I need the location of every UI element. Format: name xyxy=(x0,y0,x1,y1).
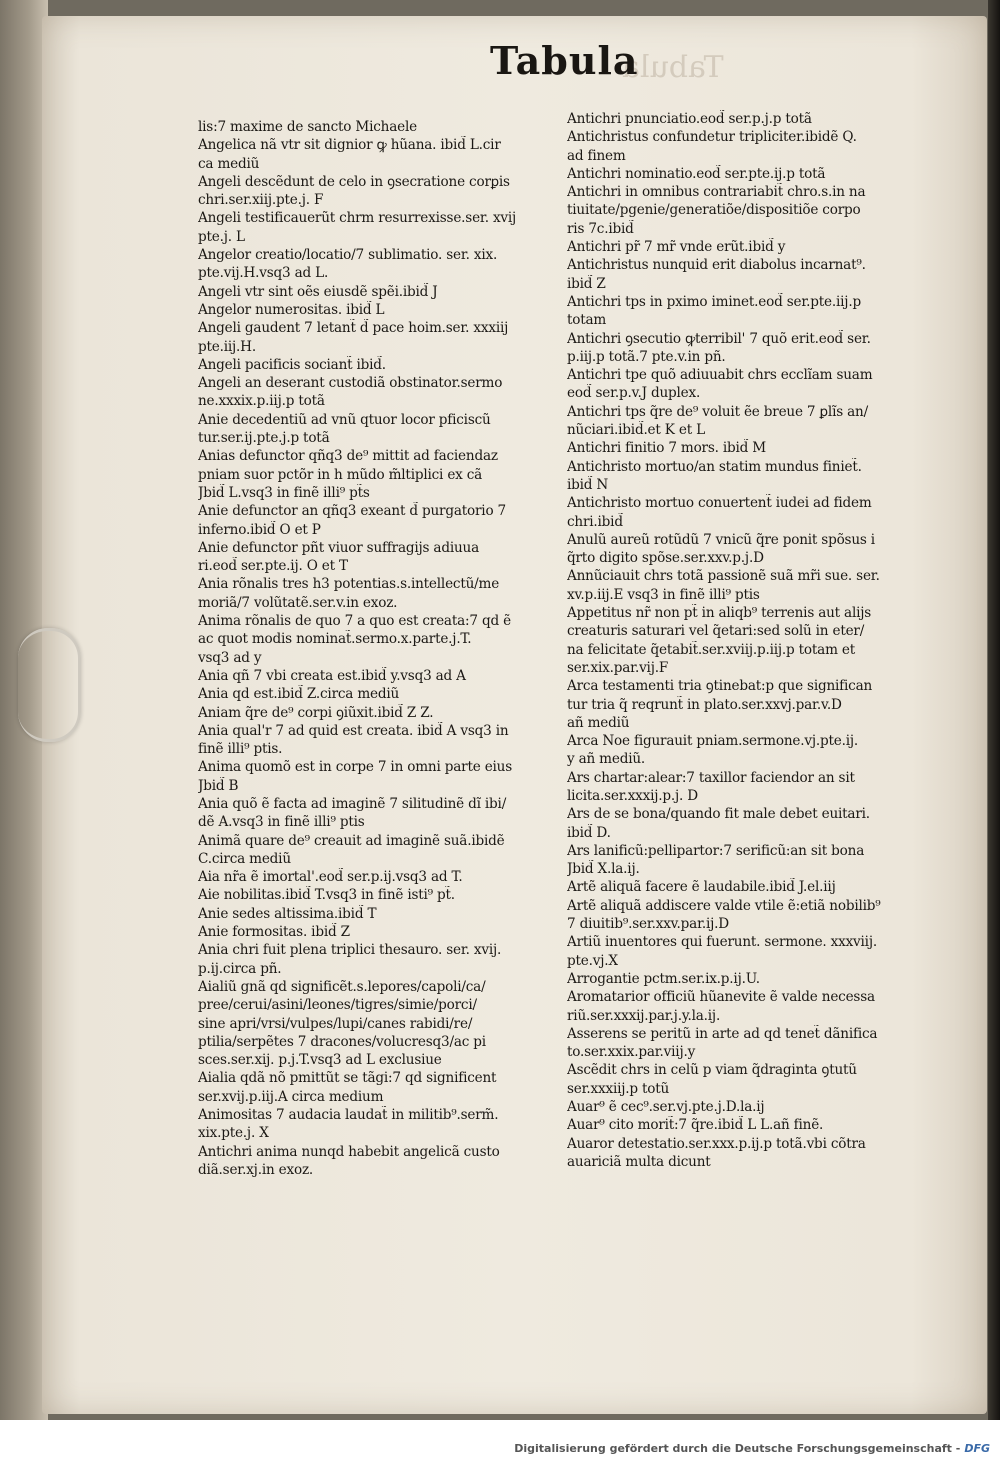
index-line: y añ mediũ. xyxy=(567,751,646,768)
index-line: Annũciauit chrs totã passionẽ suã mr̃i sue. ser. xyxy=(567,568,880,585)
index-line: Auar⁹ ẽ cec⁹.ser.vj.pte.j.D.la.ij xyxy=(567,1099,765,1116)
index-line: lis:7 maxime de sancto Michaele xyxy=(198,119,417,135)
index-line: Anie sedes altissima.ibid̃ T xyxy=(198,905,377,922)
index-line: auariciã multa dicunt xyxy=(567,1153,711,1170)
index-line: Animã quare de⁹ creauit ad imaginẽ suã.ibidẽ xyxy=(198,832,505,849)
index-line: Ania qual'r 7 ad quid est creata. ibid̃ A vsq3 in xyxy=(198,722,509,739)
index-line: Ars lanificũ:pellipartor:7 serificũ:an sit bona xyxy=(567,842,865,859)
index-line: Jbid̃ B xyxy=(198,777,239,794)
index-line: ser.xxxiij.p totũ xyxy=(567,1080,670,1097)
index-line: Angelica nã vtr sit dignior ꝙ hũana. ibid̃ L.cir xyxy=(198,137,501,154)
index-line: Aialia qdã nõ pmittũt se tãgi:7 qd significent xyxy=(198,1070,497,1087)
index-line: Appetitus nr̃ non pt̃ in aliqb⁹ terrenis aut alijs xyxy=(567,605,872,622)
index-line: ibid̃ Z xyxy=(567,275,606,292)
index-line: Jbid̃ X.la.ij. xyxy=(567,861,640,878)
index-line: Aromatarior officiũ hũanevite ẽ valde necessa xyxy=(567,989,875,1006)
index-line: pree/cerui/asini/leones/tigres/simie/porci/ xyxy=(198,997,477,1014)
index-line: Jbid̃ L.vsq3 in finẽ illi⁹ pt̃s xyxy=(198,484,370,501)
index-line: Angeli an deserant custodiã obstinator.sermo xyxy=(198,375,503,392)
index-line: ac quot modis nominat̃.sermo.x.parte.j.T. xyxy=(198,631,472,648)
index-line: tiuitate/pgenie/generatiõe/dispositiõe corpo xyxy=(567,202,861,219)
index-line: ibid̃ D. xyxy=(567,824,611,841)
index-line: chri.ser.xiij.pte.j. F xyxy=(198,192,324,209)
index-line: to.ser.xxix.par.viij.y xyxy=(567,1044,696,1061)
index-line: Asserens se peritũ in arte ad qd tenet̃ dãnifica xyxy=(567,1025,878,1042)
index-line: Antichri tps in pximo iminet.eod̃ ser.pte.iij.p xyxy=(567,293,861,310)
index-line: Antichri ꝯsecutio ꝙterribil' 7 quõ erit.eod̃ ser. xyxy=(567,330,871,347)
index-line: Antichri pnunciatio.eod̃ ser.p.j.p totã xyxy=(567,111,812,127)
index-line: pte.iij.H. xyxy=(198,338,256,355)
index-line: xix.pte.j. X xyxy=(198,1125,269,1142)
index-line: Anie defunctor an qñq3 exeant d̃ purgatorio 7 xyxy=(198,503,506,520)
index-line: ibid̃ N xyxy=(567,476,609,493)
index-line: ca mediũ xyxy=(198,155,260,172)
viewer-right-edge xyxy=(988,0,1000,1420)
index-line: tur.ser.ij.pte.j.p totã xyxy=(198,430,330,447)
index-line: Artiũ inuentores qui fuerunt. sermone. xxxviij. xyxy=(567,934,877,951)
index-line: p.iij.p totã.7 pte.v.in pñ. xyxy=(567,348,726,365)
index-line: Angeli testificauerũt chrm resurrexisse.ser. xvij xyxy=(198,210,517,227)
index-line: Antichri pr̃ 7 mr̃ vnde erũt.ibid̃ y xyxy=(567,239,786,256)
index-line: Antichri finitio 7 mors. ibid̃ M xyxy=(567,440,767,457)
index-line: ne.xxxix.p.iij.p totã xyxy=(198,393,325,410)
index-line: Antichri nominatio.eod̃ ser.pte.ij.p totã xyxy=(567,165,826,182)
index-line: sine apri/vrsi/vulpes/lupi/canes rabidi/re/ xyxy=(198,1015,473,1032)
footer-text: Digitalisierung gefördert durch die Deutsche Forschungsgemeinschaft - xyxy=(514,1442,961,1455)
index-line: moriã/7 volũtatẽ.ser.v.in exoz. xyxy=(198,594,398,611)
index-line: ris 7c.ibid̃ xyxy=(567,220,634,237)
index-line: pte.vij.H.vsq3 ad L. xyxy=(198,265,329,282)
bleed-through-text: Tabula xyxy=(622,50,724,85)
index-line: Ascẽdit chrs in celũ p viam q̃draginta ꝯtutũ xyxy=(567,1062,857,1079)
index-line: Aie nobilitas.ibid̃ T.vsq3 in finẽ isti⁹ pt̃. xyxy=(198,887,455,904)
page-clip xyxy=(18,628,81,742)
index-line: Antichristo mortuo/an statim mundus finiet̃. xyxy=(567,458,862,475)
index-line: riũ.ser.xxxij.par.j.y.la.ij. xyxy=(567,1007,721,1024)
index-line: diã.ser.xj.in exoz. xyxy=(198,1161,314,1178)
index-line: ad finem xyxy=(567,147,626,164)
index-line: Ars chartar:alear:7 taxillor faciendor an sit xyxy=(567,769,855,786)
index-line: Ania rõnalis tres h3 potentias.s.intellectũ/me xyxy=(198,576,500,593)
index-line: Angeli vtr sint oẽs eiusdẽ spẽi.ibid̃ J xyxy=(198,283,438,300)
index-line: Anulũ aureũ rotũdũ 7 vnicũ q̃re ponit spõsus i xyxy=(567,531,875,548)
index-line: Aniam q̃re de⁹ corpi ꝯiũxit.ibid̃ Z Z. xyxy=(198,704,434,721)
index-line: dẽ A.vsq3 in finẽ illi⁹ ptis xyxy=(198,814,365,831)
index-line: Arca Noe figurauit pniam.sermone.vj.pte.ij. xyxy=(567,733,858,750)
index-line: Ania quõ ẽ facta ad imaginẽ 7 silitudinẽ dĩ ibi/ xyxy=(198,795,507,812)
index-line: C.circa mediũ xyxy=(198,850,291,867)
index-line: vsq3 ad y xyxy=(198,649,262,666)
index-line: Antichri tpe quõ adiuuabit chrs ecclĩam suam xyxy=(567,367,873,384)
index-line: xv.p.iij.E vsq3 in finẽ illi⁹ ptis xyxy=(567,586,760,603)
index-line: Anima quomõ est in corpe 7 in omni parte eius xyxy=(198,759,513,776)
index-line: Aialiũ gnã qd significẽt.s.lepores/capoli/ca/ xyxy=(198,978,486,995)
index-line: Artẽ aliquã facere ẽ laudabile.ibid̃ J.el.iij xyxy=(567,879,836,896)
index-line: creaturis saturari vel q̃etari:sed solũ in eter/ xyxy=(567,623,865,640)
index-line: ri.eod̃ ser.pte.ij. O et T xyxy=(198,558,348,575)
index-line: chri.ibid̃ xyxy=(567,513,623,530)
index-line: tur tria q̃ reqrunt̃ in plato.ser.xxvj.par.v.D xyxy=(567,696,842,713)
index-line: na felicitate q̃etabit̃.ser.xviij.p.iij.p totam et xyxy=(567,641,855,658)
index-line: añ mediũ xyxy=(567,714,630,731)
index-line: ser.xvij.p.iij.A circa medium xyxy=(198,1088,384,1105)
index-line: Antichri tps q̃re de⁹ voluit ẽe breue 7 ꝑlĩs an/ xyxy=(567,403,868,420)
dfg-logo: DFG xyxy=(964,1442,990,1455)
index-line: q̃rto digito spõse.ser.xxv.p.j.D xyxy=(567,550,764,567)
footer-credit xyxy=(514,1442,990,1455)
index-line: Arrogantie pctm.ser.ix.p.ij.U. xyxy=(567,970,760,987)
index-line: Auar⁹ cito morit̃:7 q̃re.ibid̃ L L.añ finẽ. xyxy=(567,1117,824,1134)
index-line: nũciari.ibid̃.et K et L xyxy=(567,422,705,439)
index-line: sces.ser.xij. p.j.T.vsq3 ad L exclusiue xyxy=(198,1052,442,1069)
index-line: Animositas 7 audacia laudat̃ in militib⁹.serm̃. xyxy=(198,1107,499,1124)
index-line: inferno.ibid̃ O et P xyxy=(198,521,321,538)
index-line: eod̃ ser.p.v.J duplex. xyxy=(567,385,701,402)
index-line: Arca testamenti tria ꝯtinebat:p que significan xyxy=(567,678,873,695)
index-line: Ania chri fuit plena triplici thesauro. ser. xvij. xyxy=(198,942,502,959)
index-line: finẽ illi⁹ ptis. xyxy=(198,741,283,758)
index-line: 7 diuitib⁹.ser.xxv.par.ij.D xyxy=(567,916,729,933)
index-line: Anie decedentiũ ad vnũ qtuor locor pficiscũ xyxy=(198,411,491,428)
page-title: Tabula xyxy=(490,38,639,83)
index-line: Ania qñ 7 vbi creata est.ibid̃ y.vsq3 ad A xyxy=(198,667,466,684)
index-line: Ania qd est.ibid̃ Z.circa mediũ xyxy=(198,686,400,703)
index-line: licita.ser.xxxij.p.j. D xyxy=(567,787,698,804)
index-line: Auaror detestatio.ser.xxx.p.ij.p totã.vbi cõtra xyxy=(567,1135,866,1152)
index-line: Anie defunctor pñt viuor suffragijs adiuua xyxy=(198,539,480,556)
index-line: ptilia/serpẽtes 7 dracones/volucresq3/ac pi xyxy=(198,1033,486,1050)
left-column xyxy=(198,118,550,1179)
index-line: Angelor creatio/locatio/7 sublimatio. ser. xix. xyxy=(198,247,498,264)
index-line: totam xyxy=(567,312,607,329)
index-line: Antichri anima nunqd habebit angelicã custo xyxy=(198,1143,500,1160)
index-line: Antichristus confundetur tripliciter.ibidẽ Q. xyxy=(567,129,857,146)
index-line: Anie formositas. ibid̃ Z xyxy=(198,924,350,941)
index-line: Antichristo mortuo conuertent̃ iudei ad fidem xyxy=(567,495,872,512)
index-line: pte.vj.X xyxy=(567,952,618,969)
index-line: Ars de se bona/quando fit male debet euitari. xyxy=(567,806,870,823)
right-column xyxy=(567,110,919,1171)
index-line: Anima rõnalis de quo 7 a quo est creata:7 qd ẽ xyxy=(198,613,511,630)
index-line: Artẽ aliquã addiscere valde vtile ẽ:etiã nobilib⁹ xyxy=(567,897,881,914)
index-line: Angeli descẽdunt de celo in ꝯsecratione corꝑis xyxy=(198,173,510,190)
index-line: Antichristus nunquid erit diabolus incarnat⁹. xyxy=(567,257,866,274)
index-line: Anias defunctor qñq3 de⁹ mittit ad faciendaz xyxy=(198,448,498,465)
index-line: p.ij.circa pñ. xyxy=(198,960,282,977)
index-line: pte.j. L xyxy=(198,228,245,245)
index-line: Antichri in omnibus contrariabit̃ chro.s.in na xyxy=(567,184,866,201)
index-line: Angelor numerositas. ibid̃ L xyxy=(198,301,385,318)
index-line: Angeli pacificis sociant̃ ibid̃. xyxy=(198,356,386,373)
index-line: Aia nr̃a ẽ imortal'.eod̃ ser.p.ij.vsq3 ad T. xyxy=(198,869,463,886)
index-line: Angeli gaudent 7 letant̃ d̃ pace hoim.ser. xxxiij xyxy=(198,320,509,337)
index-line: ser.xix.par.vij.F xyxy=(567,659,669,676)
index-line: pniam suor pctõr in h mũdo m̃ltiplici ex cã xyxy=(198,466,483,483)
